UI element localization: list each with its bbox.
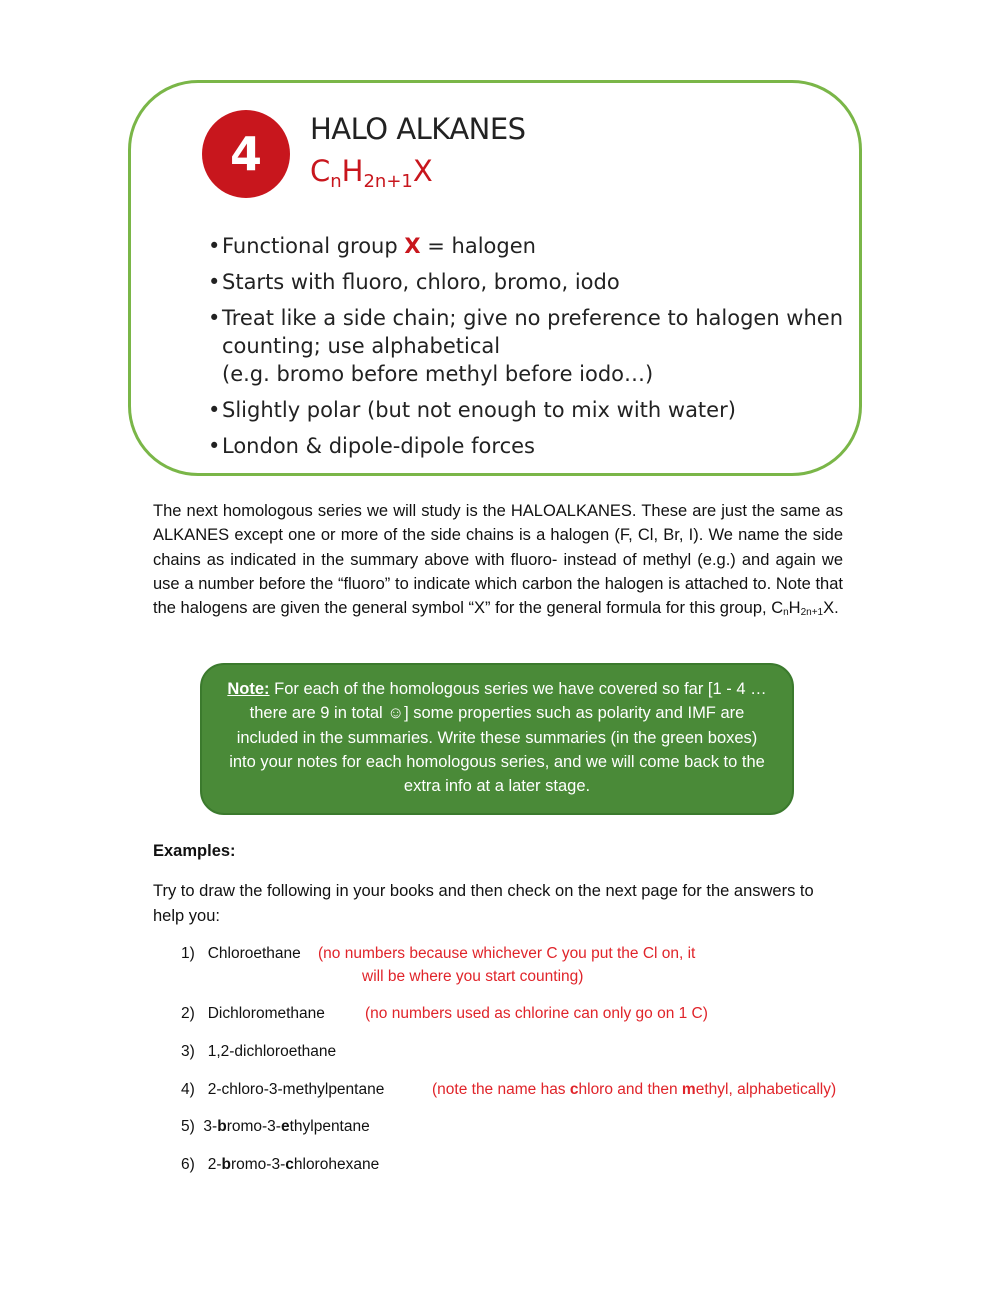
bullet-side-chain-rule: • Treat like a side chain; give no preference to halogen when counting; use alphabetical (e.g. bromo before methyl before iodo…) [208, 304, 848, 388]
example-item-6: 6) 2-bromo-3-chlorohexane [181, 1156, 380, 1173]
series-number-badge: 4 [202, 110, 290, 198]
example-item-5: 5) 3-bromo-3-ethylpentane [181, 1118, 370, 1135]
example-comment-2: (no numbers used as chlorine can only go on 1 C) [365, 1005, 708, 1022]
examples-instructions: Try to draw the following in your books and then check on the next page for the answers to help you: [153, 882, 814, 925]
bullet-functional-group: • Functional group X = halogen [208, 232, 848, 260]
example-item-4: 4) 2-chloro-3-methylpentane [181, 1081, 385, 1098]
example-comment-1a: (no numbers because whichever C you put the Cl on, it [318, 945, 696, 962]
note-box [200, 663, 794, 815]
example-item-1: 1) Chloroethane [181, 945, 301, 962]
note-label: Note: [227, 680, 270, 698]
intro-paragraph: The next homologous series we will study is the HALOALKANES. These are just the same as ALKANES except one or more of the side chains is a halogen (F, Cl, Br, I). We name the side chains as indicated in the summary above with fluoro- instead of methyl (e.g.) and again we use a number before the “fluoro” to indicate which carbon the halogen is attached to. Note that the halogens are given the general symbol “X” for the general formula for this group, $C_nH_{2n+1}X$. [153, 502, 843, 619]
note-text: For each of the homologous series we have covered so far [1 - 4 … there are 9 in total ☺] some properties such as polarity and IMF are included in the summaries. Write these summaries (in the green boxes) into your notes for each homologous series, and we will come back to the extra info at a later stage. [229, 680, 767, 796]
bullet-prefixes: • Starts with fluoro, chloro, bromo, iodo [208, 268, 848, 296]
example-comment-1b: will be where you start counting) [362, 968, 584, 985]
series-title: HALO ALKANES [310, 112, 526, 146]
general-formula: $C_nH_{2n+1}X$ [310, 154, 433, 192]
summary-bullet-list [208, 232, 848, 468]
examples-heading: Examples: [153, 842, 236, 860]
example-item-3: 3) 1,2-dichloroethane [181, 1043, 337, 1060]
bullet-forces: • London & dipole-dipole forces [208, 432, 848, 460]
example-comment-4: (note the name has chloro and then methyl, alphabetically) [432, 1081, 837, 1098]
example-item-2: 2) Dichloromethane [181, 1005, 325, 1022]
bullet-polarity: • Slightly polar (but not enough to mix with water) [208, 396, 848, 424]
